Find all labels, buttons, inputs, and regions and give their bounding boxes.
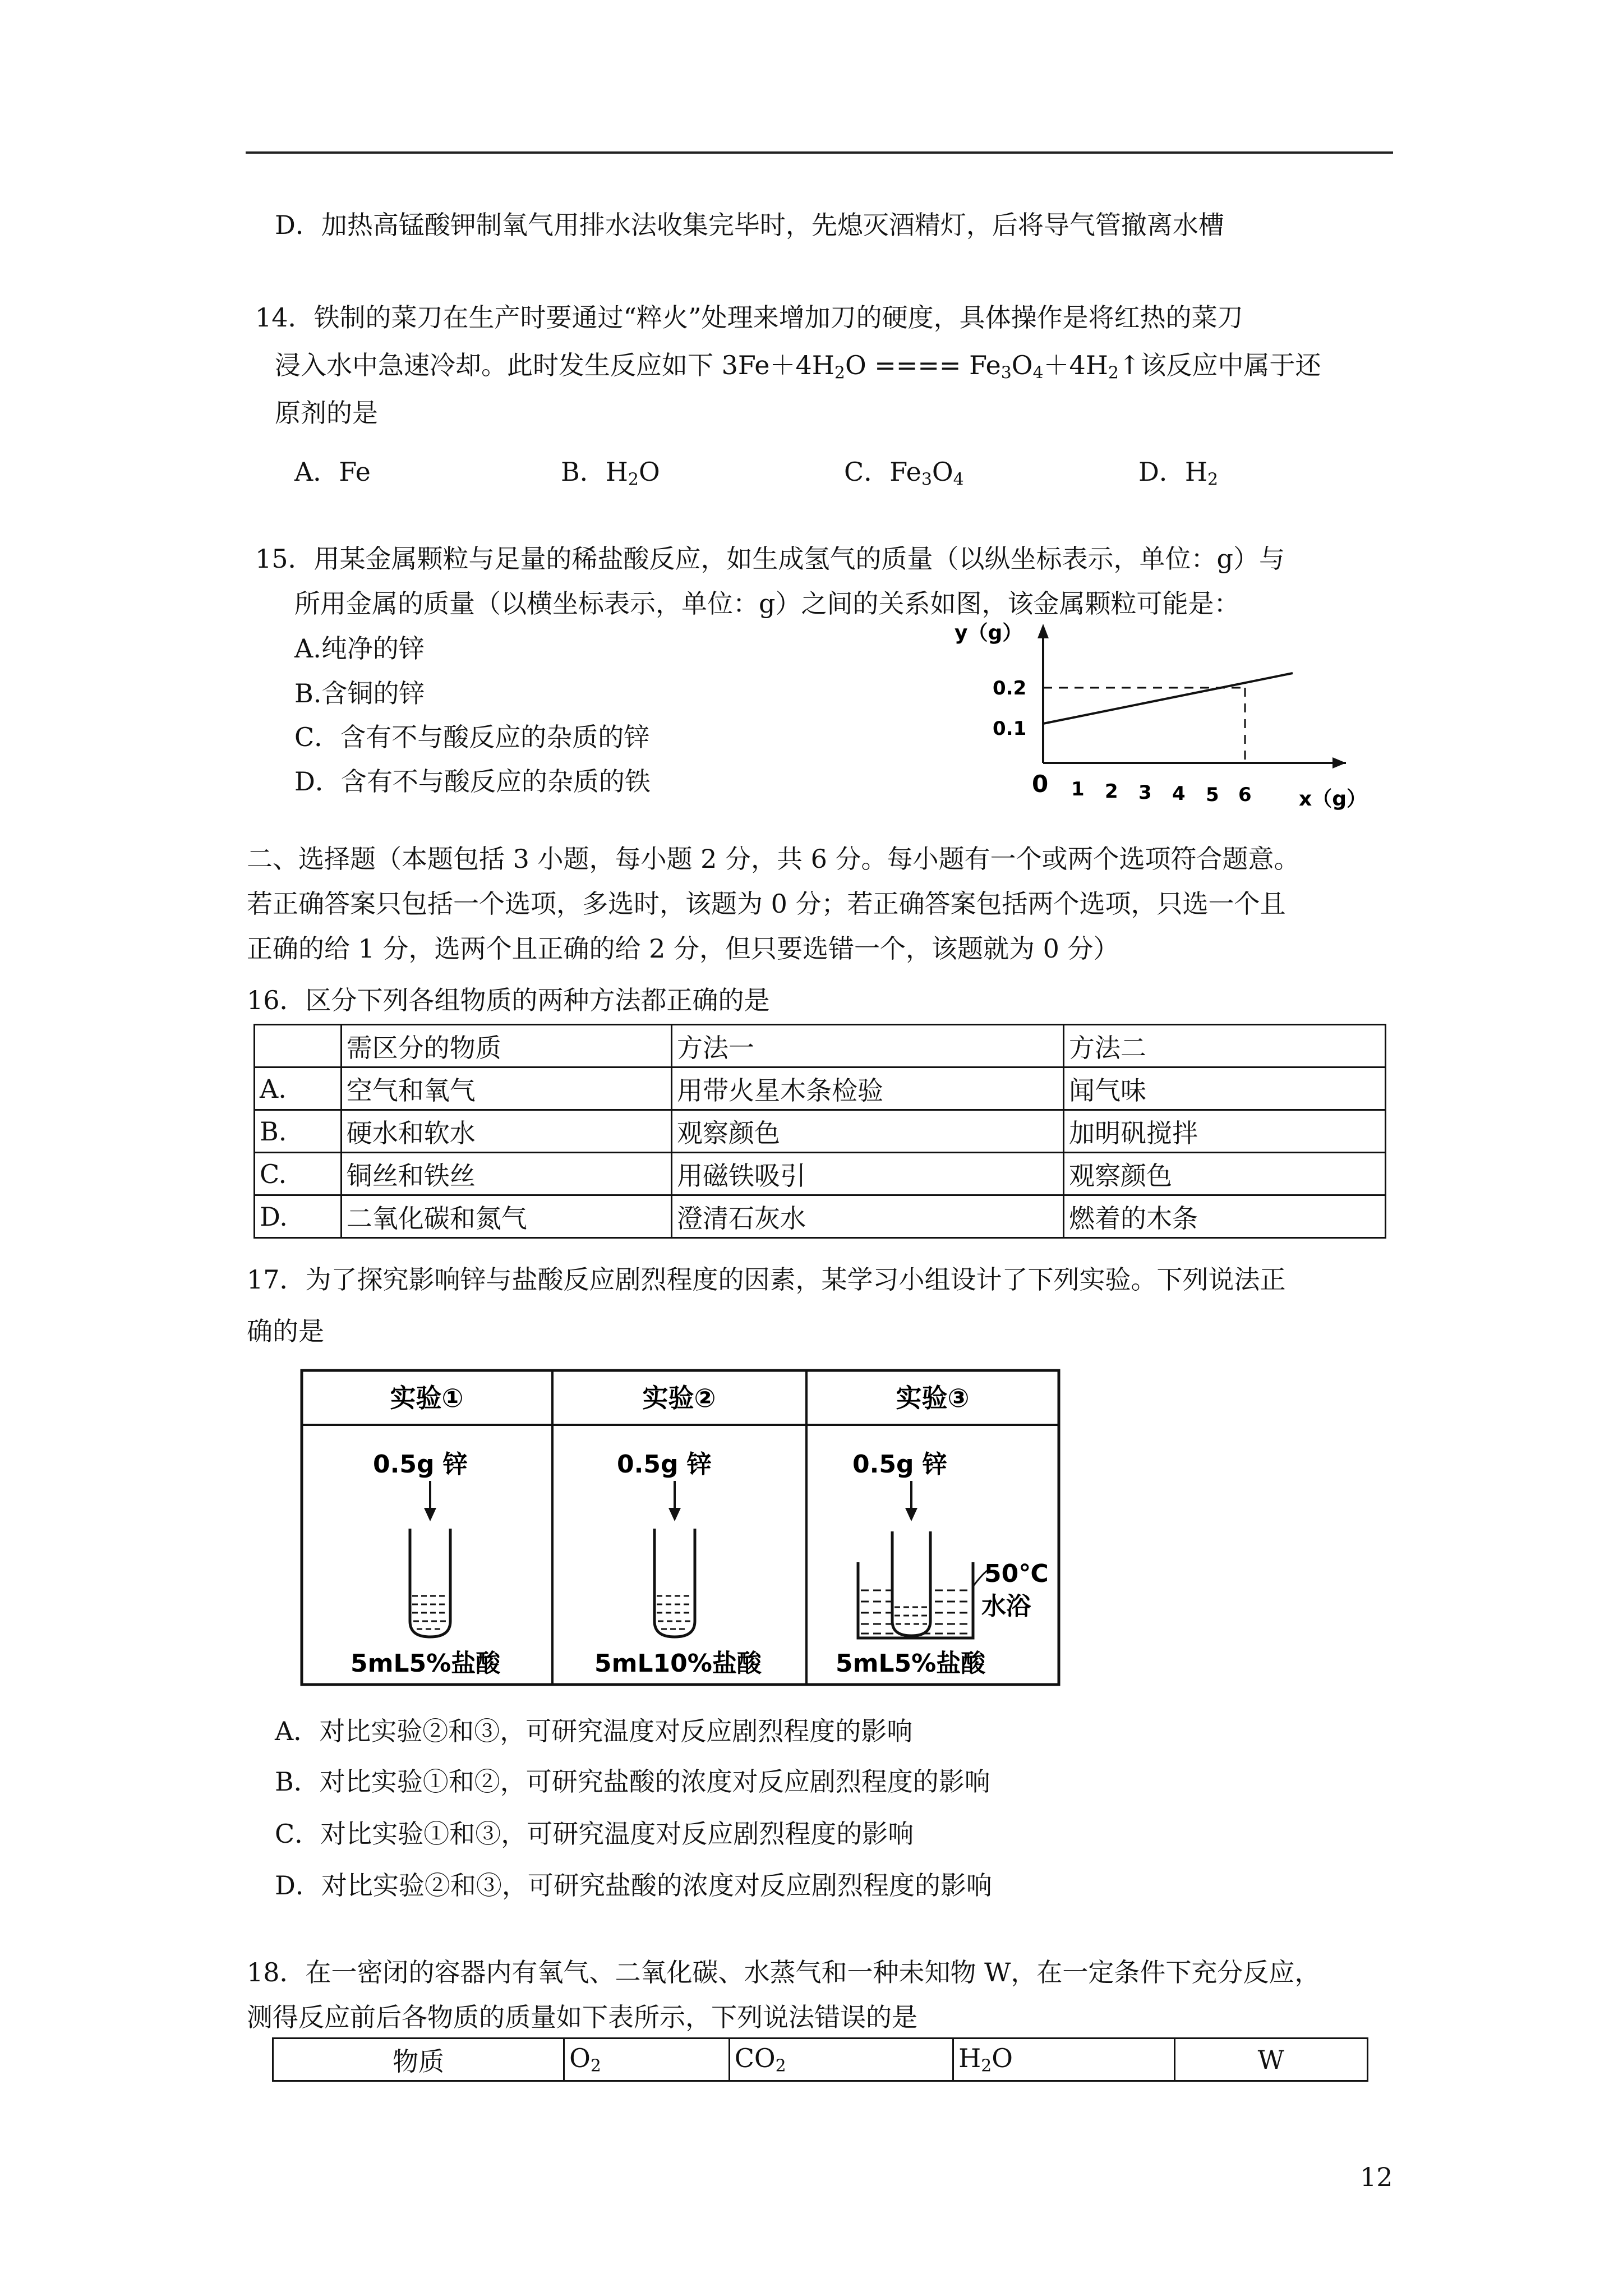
- experiment-2-arrow-head: [668, 1508, 681, 1521]
- q18-header-w: W: [1174, 2039, 1367, 2081]
- q16-row-substance: 空气和氧气: [341, 1068, 671, 1110]
- q16-row-label: D.: [255, 1195, 342, 1238]
- table-row: [255, 1068, 1386, 1110]
- experiment-3-test-tube: [892, 1531, 930, 1636]
- q14-stem-line1: 14．铁制的菜刀在生产时要通过“粹火”处理来增加刀的硬度，具体操作是将红热的菜刀: [255, 302, 1243, 333]
- q16-row-method1: 澄清石灰水: [671, 1195, 1063, 1238]
- q15-option-b: B.含铜的锌: [294, 678, 425, 708]
- q14-stem-line3: 原剂的是: [275, 398, 378, 428]
- q15-option-d: D．含有不与酸反应的杂质的铁: [294, 766, 651, 797]
- q16-row-method2: 加明矾搅拌: [1063, 1110, 1385, 1153]
- graph-y-axis-arrow: [1038, 624, 1049, 638]
- q15-option-a: A.纯净的锌: [294, 633, 425, 664]
- q15-stem-line2: 所用金属的质量（以横坐标表示，单位：g）之间的关系如图，该金属颗粒可能是：: [294, 588, 1240, 619]
- experiment-1-arrow-head: [424, 1508, 436, 1521]
- section2-line2: 若正确答案只包括一个选项，多选时，该题为 0 分；若正确答案包括两个选项，只选一个且: [247, 889, 1286, 919]
- q17-experiment-figure: [300, 1369, 1063, 1688]
- q17-stem-line2: 确的是: [247, 1316, 324, 1346]
- graph-x-label: x（g）: [1299, 788, 1367, 811]
- experiment-1-liquid: [412, 1596, 448, 1629]
- q14-option-b: B．$H_2O$: [561, 457, 660, 490]
- section2-line1: 二、选择题（本题包括 3 小题，每小题 2 分，共 6 分。每小题有一个或两个选项符合题意。: [247, 844, 1300, 874]
- experiment-2-acid: 5mL10%盐酸: [594, 1649, 762, 1678]
- experiment-1-title: 实验①: [390, 1383, 464, 1413]
- experiment-3-bath-temp: 50℃: [984, 1559, 1049, 1588]
- q14-option-c: C．$Fe_3O_4$: [844, 457, 964, 490]
- q16-row-method1: 用磁铁吸引: [671, 1153, 1063, 1195]
- q16-row-method1: 用带火星木条检验: [671, 1068, 1063, 1110]
- experiment-3-acid: 5mL5%盐酸: [836, 1649, 986, 1678]
- experiment-1-zinc: 0.5g 锌: [373, 1450, 468, 1479]
- table-row: [255, 1110, 1386, 1153]
- q16-row-substance: 二氧化碳和氮气: [341, 1195, 671, 1238]
- q18-header-h2o: $H_2O$: [953, 2039, 1174, 2081]
- graph-data-line: [1043, 673, 1293, 724]
- graph-y-label: y（g）: [955, 622, 1023, 645]
- q16-table: [253, 1024, 1386, 1239]
- experiment-3-bath-label: 水浴: [981, 1592, 1031, 1621]
- q18-header-o2: $O_2$: [564, 2039, 730, 2081]
- experiment-3-zinc: 0.5g 锌: [852, 1450, 947, 1479]
- q16-row-method1: 观察颜色: [671, 1110, 1063, 1153]
- header-rule: [246, 151, 1393, 154]
- q17-stem-line1: 17．为了探究影响锌与盐酸反应剧烈程度的因素，某学习小组设计了下列实验。下列说法正: [247, 1264, 1286, 1295]
- q16-row-label: B.: [255, 1110, 342, 1153]
- graph-x-axis-arrow: [1332, 757, 1346, 769]
- q17-option-a: A．对比实验②和③，可研究温度对反应剧烈程度的影响: [275, 1716, 913, 1746]
- q18-header-substance: 物质: [273, 2039, 564, 2081]
- page-number: 12: [1360, 2162, 1393, 2192]
- q16-stem: 16．区分下列各组物质的两种方法都正确的是: [247, 985, 770, 1015]
- experiment-3-title: 实验③: [896, 1383, 970, 1413]
- q16-row-substance: 铜丝和铁丝: [341, 1153, 671, 1195]
- q16-header-substance: 需区分的物质: [341, 1025, 671, 1068]
- table-row: [273, 2039, 1368, 2081]
- q16-header-method1: 方法一: [671, 1025, 1063, 1068]
- graph-x-tick-4: 4: [1172, 783, 1186, 805]
- q16-row-method2: 燃着的木条: [1063, 1195, 1385, 1238]
- q16-table-header: [255, 1025, 1386, 1068]
- graph-x-tick-3: 3: [1138, 781, 1152, 804]
- q16-header-method2: 方法二: [1063, 1025, 1385, 1068]
- section2-line3: 正确的给 1 分，选两个且正确的给 2 分，但只要选错一个，该题就为 0 分）: [247, 933, 1119, 964]
- graph-x-tick-2: 2: [1105, 780, 1118, 803]
- experiment-2-liquid: [657, 1596, 693, 1629]
- experiment-2-zinc: 0.5g 锌: [617, 1450, 712, 1479]
- graph-y-tick-01: 0.1: [993, 717, 1027, 740]
- experiment-1-acid: 5mL5%盐酸: [351, 1649, 501, 1678]
- table-row: [255, 1195, 1386, 1238]
- experiment-3-arrow-head: [905, 1508, 917, 1521]
- q17-option-b: B．对比实验①和②，可研究盐酸的浓度对反应剧烈程度的影响: [275, 1766, 990, 1797]
- graph-origin: 0: [1032, 770, 1049, 798]
- q15-stem-line1: 15．用某金属颗粒与足量的稀盐酸反应，如生成氢气的质量（以纵坐标表示，单位：g）与: [255, 544, 1285, 574]
- graph-y-tick-02: 0.2: [993, 677, 1027, 700]
- graph-x-tick-5: 5: [1206, 784, 1219, 806]
- q17-option-d: D．对比实验②和③，可研究盐酸的浓度对反应剧烈程度的影响: [275, 1870, 992, 1901]
- q15-graph: [942, 617, 1380, 819]
- q18-table: [272, 2037, 1368, 2082]
- q14-option-a: A．Fe: [294, 457, 371, 487]
- graph-x-tick-6: 6: [1238, 784, 1252, 806]
- q18-header-co2: $CO_2$: [729, 2039, 953, 2081]
- q17-option-c: C．对比实验①和③，可研究温度对反应剧烈程度的影响: [275, 1819, 914, 1849]
- q16-row-label: A.: [255, 1068, 342, 1110]
- q16-row-method2: 闻气味: [1063, 1068, 1385, 1110]
- q14-option-d: D．$H_2$: [1138, 457, 1219, 490]
- q15-option-c: C．含有不与酸反应的杂质的锌: [294, 722, 650, 752]
- q18-stem-line1: 18．在一密闭的容器内有氧气、二氧化碳、水蒸气和一种未知物 W，在一定条件下充分反应，: [247, 1957, 1321, 1987]
- q16-row-method2: 观察颜色: [1063, 1153, 1385, 1195]
- q14-stem-line2: 浸入水中急速冷却。此时发生反应如下 $3Fe+4H_2O$ ==== $Fe_3O_4+4H_2↑$该反应中属于还: [275, 350, 1321, 383]
- q16-row-label: C.: [255, 1153, 342, 1195]
- q13-option-d: D．加热高锰酸钾制氧气用排水法收集完毕时，先熄灭酒精灯，后将导气管撤离水槽: [275, 210, 1224, 240]
- q18-stem-line2: 测得反应前后各物质的质量如下表所示，下列说法错误的是: [247, 2002, 917, 2032]
- table-row: [255, 1153, 1386, 1195]
- graph-x-tick-1: 1: [1071, 778, 1085, 800]
- q16-row-substance: 硬水和软水: [341, 1110, 671, 1153]
- experiment-2-title: 实验②: [642, 1383, 716, 1413]
- q16-header-blank: [255, 1025, 342, 1068]
